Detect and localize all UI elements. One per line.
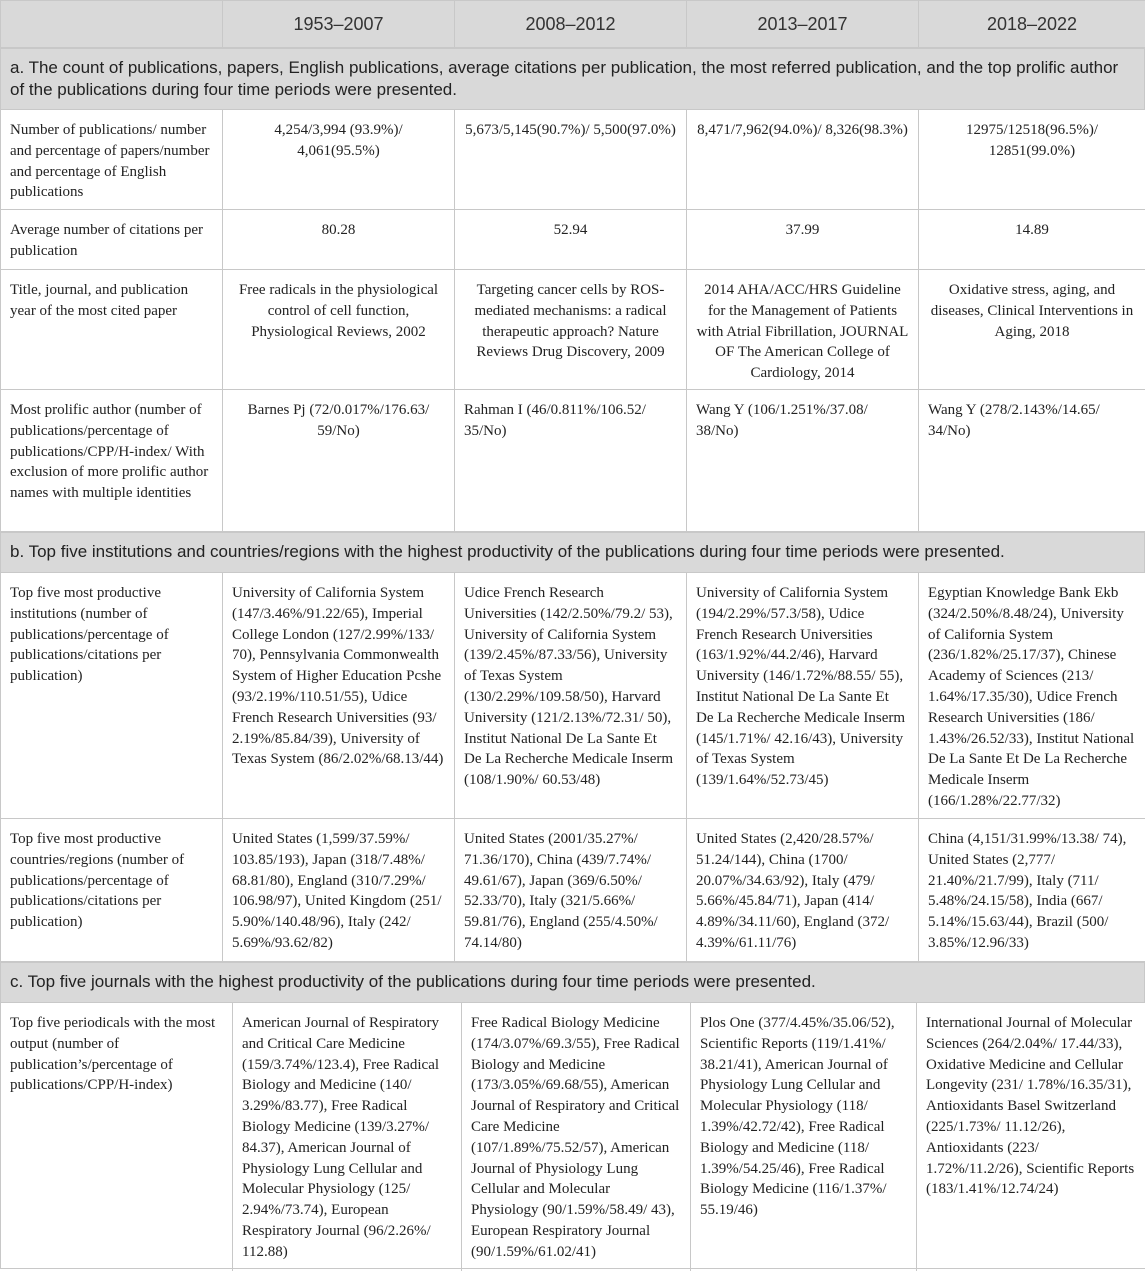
table-cell: Free Radical Biology Medicine (174/3.07%/69.3/55), Free Radical Biology and Medicine (173/3.05%/69.68/55), American Journal of Respiratory and Critical Care Medicine (107/1.89%/75.52/57), American Journal of Physiology Lung Cellular and Molecular Physiology (90/1.59%/58.49/ 43), European Respiratory Journal (90/1.59%/61.02/41): [462, 1003, 691, 1271]
header-period-2: 2008–2012: [455, 1, 687, 47]
table-cell: United States (2001/35.27%/ 71.36/170), China (439/7.74%/ 49.61/67), Japan (369/6.50%/ 52.33/70), Italy (321/5.66%/ 59.81/76), England (255/4.50%/ 74.14/80): [455, 819, 687, 962]
table-cell: Free radicals in the physiological control of cell function, Physiological Reviews, 2002: [223, 270, 455, 392]
row-label: Average number of citations per publication: [1, 210, 223, 270]
table-cell: University of California System (194/2.29%/57.3/58), Udice French Research Universities (163/1.92%/44.2/46), Harvard University (146/1.72%/88.55/ 55), Institut National De La Sante Et De La Recherche Medicale Inserm (145/1.71%/ 42.16/43), University of Texas System (139/1.64%/52.73/45): [687, 573, 919, 820]
table-cell: 37.99: [687, 210, 919, 270]
table-cell: Egyptian Knowledge Bank Ekb (324/2.50%/8.48/24), University of California System (236/1.82%/25.17/37), Chinese Academy of Sciences (213/ 1.64%/17.35/30), Udice French Research Universities (186/ 1.43%/26.52/33), Institut National De La Sante Et De La Recherche Medicale Inserm (166/1.28%/22.77/32): [919, 573, 1145, 820]
row-label: Title, journal, and publication year of the most cited paper: [1, 270, 223, 392]
table-cell: 8,471/7,962(94.0%)/ 8,326(98.3%): [687, 110, 919, 211]
table-row: [0, 819, 1145, 962]
table-row: [0, 390, 1145, 532]
table-cell: China (4,151/31.99%/13.38/ 74), United States (2,777/ 21.40%/21.7/99), Italy (711/ 5.48%/24.15/58), India (667/ 5.14%/15.63/44), Brazil (500/ 3.85%/12.96/33): [919, 819, 1145, 962]
row-label: Number of publications/ number and percentage of papers/number and percentage of English publications: [1, 110, 223, 211]
header-blank-cell: [1, 1, 223, 47]
section-a-title: a. The count of publications, papers, English publications, average citations per publication, the most referred publication, and the top prolific author of the publications during four time periods were presented.: [0, 48, 1145, 110]
table-cell: 5,673/5,145(90.7%)/ 5,500(97.0%): [455, 110, 687, 211]
table-cell: International Journal of Molecular Sciences (264/2.04%/ 17.44/33), Oxidative Medicine and Cellular Longevity (231/ 1.78%/16.35/31), Antioxidants Basel Switzerland (225/1.73%/ 11.12/26), Antioxidants (223/ 1.72%/11.2/26), Scientific Reports (183/1.41%/12.74/24): [917, 1003, 1145, 1271]
table-cell: University of California System (147/3.46%/91.22/65), Imperial College London (127/2.99%/133/ 70), Pennsylvania Commonwealth System of Higher Education Pcshe (93/2.19%/110.51/55), Udice French Research Universities (93/ 2.19%/85.84/39), University of Texas System (86/2.02%/68.13/44): [223, 573, 455, 820]
table-cell: Rahman I (46/0.811%/106.52/ 35/No): [455, 390, 687, 531]
header-period-3: 2013–2017: [687, 1, 919, 47]
table-cell: United States (1,599/37.59%/ 103.85/193), Japan (318/7.48%/ 68.81/80), England (310/7.29%/ 106.98/97), United Kingdom (251/ 5.90%/140.48/96), Italy (242/ 5.69%/93.62/82): [223, 819, 455, 962]
header-period-4: 2018–2022: [919, 1, 1145, 47]
table-cell: Oxidative stress, aging, and diseases, Clinical Interventions in Aging, 2018: [919, 270, 1145, 392]
table-cell: Udice French Research Universities (142/2.50%/79.2/ 53), University of California System (139/2.45%/87.33/56), University of Texas System (130/2.29%/109.58/50), Harvard University (121/2.13%/72.31/ 50), Institut National De La Sante Et De La Recherche Medicale Inserm (108/1.90%/ 60.53/48): [455, 573, 687, 820]
table-cell: 2014 AHA/ACC/HRS Guideline for the Management of Patients with Atrial Fibrillation, JOURNAL OF The American College of Cardiology, 2014: [687, 270, 919, 392]
table-row: [0, 210, 1145, 270]
table-row: [0, 270, 1145, 390]
table-header: [0, 0, 1145, 48]
row-label: Most prolific author (number of publications/percentage of publications/CPP/H-index/ With exclusion of more prolific author names with multiple identities: [1, 390, 223, 531]
table-row: [0, 573, 1145, 819]
table-row: [0, 1003, 1145, 1269]
table-cell: Plos One (377/4.45%/35.06/52), Scientific Reports (119/1.41%/ 38.21/41), American Journal of Physiology Lung Cellular and Molecular Physiology (118/ 1.39%/42.72/42), Free Radical Biology and Medicine (118/ 1.39%/54.25/46), Free Radical Biology Medicine (116/1.37%/ 55.19/46): [691, 1003, 917, 1271]
table-cell: United States (2,420/28.57%/ 51.24/144), China (1700/ 20.07%/34.63/92), Italy (479/ 5.66%/45.84/71), Japan (414/ 4.89%/34.11/60), England (372/ 4.39%/61.11/76): [687, 819, 919, 962]
table-cell: 4,254/3,994 (93.9%)/ 4,061(95.5%): [223, 110, 455, 211]
table-cell: 14.89: [919, 210, 1145, 270]
section-c-title: c. Top five journals with the highest productivity of the publications during four time periods were presented.: [0, 962, 1145, 1003]
row-label: Top five periodicals with the most output (number of publication’s/percentage of publications/CPP/H-index): [1, 1003, 233, 1271]
header-period-1: 1953–2007: [223, 1, 455, 47]
table-cell: 12975/12518(96.5%)/ 12851(99.0%): [919, 110, 1145, 211]
section-b-title: b. Top five institutions and countries/regions with the highest productivity of the publications during four time periods were presented.: [0, 532, 1145, 573]
table-cell: Wang Y (106/1.251%/37.08/ 38/No): [687, 390, 919, 531]
table-cell: American Journal of Respiratory and Critical Care Medicine (159/3.74%/123.4), Free Radical Biology and Medicine (140/ 3.29%/83.77), Free Radical Biology Medicine (139/3.27%/ 84.37), American Journal of Physiology Lung Cellular and Molecular Physiology (125/ 2.94%/73.74), European Respiratory Journal (96/2.26%/ 112.88): [233, 1003, 462, 1271]
table-cell: Targeting cancer cells by ROS-mediated mechanisms: a radical therapeutic approach? Nature Reviews Drug Discovery, 2009: [455, 270, 687, 392]
table-cell: Wang Y (278/2.143%/14.65/ 34/No): [919, 390, 1145, 531]
table-cell: 52.94: [455, 210, 687, 270]
row-label: Top five most productive countries/regions (number of publications/percentage of publications/citations per publication): [1, 819, 223, 962]
row-label: Top five most productive institutions (number of publications/percentage of publications/citations per publication): [1, 573, 223, 820]
table-cell: Barnes Pj (72/0.017%/176.63/ 59/No): [223, 390, 455, 531]
table-cell: 80.28: [223, 210, 455, 270]
table-row: [0, 110, 1145, 210]
